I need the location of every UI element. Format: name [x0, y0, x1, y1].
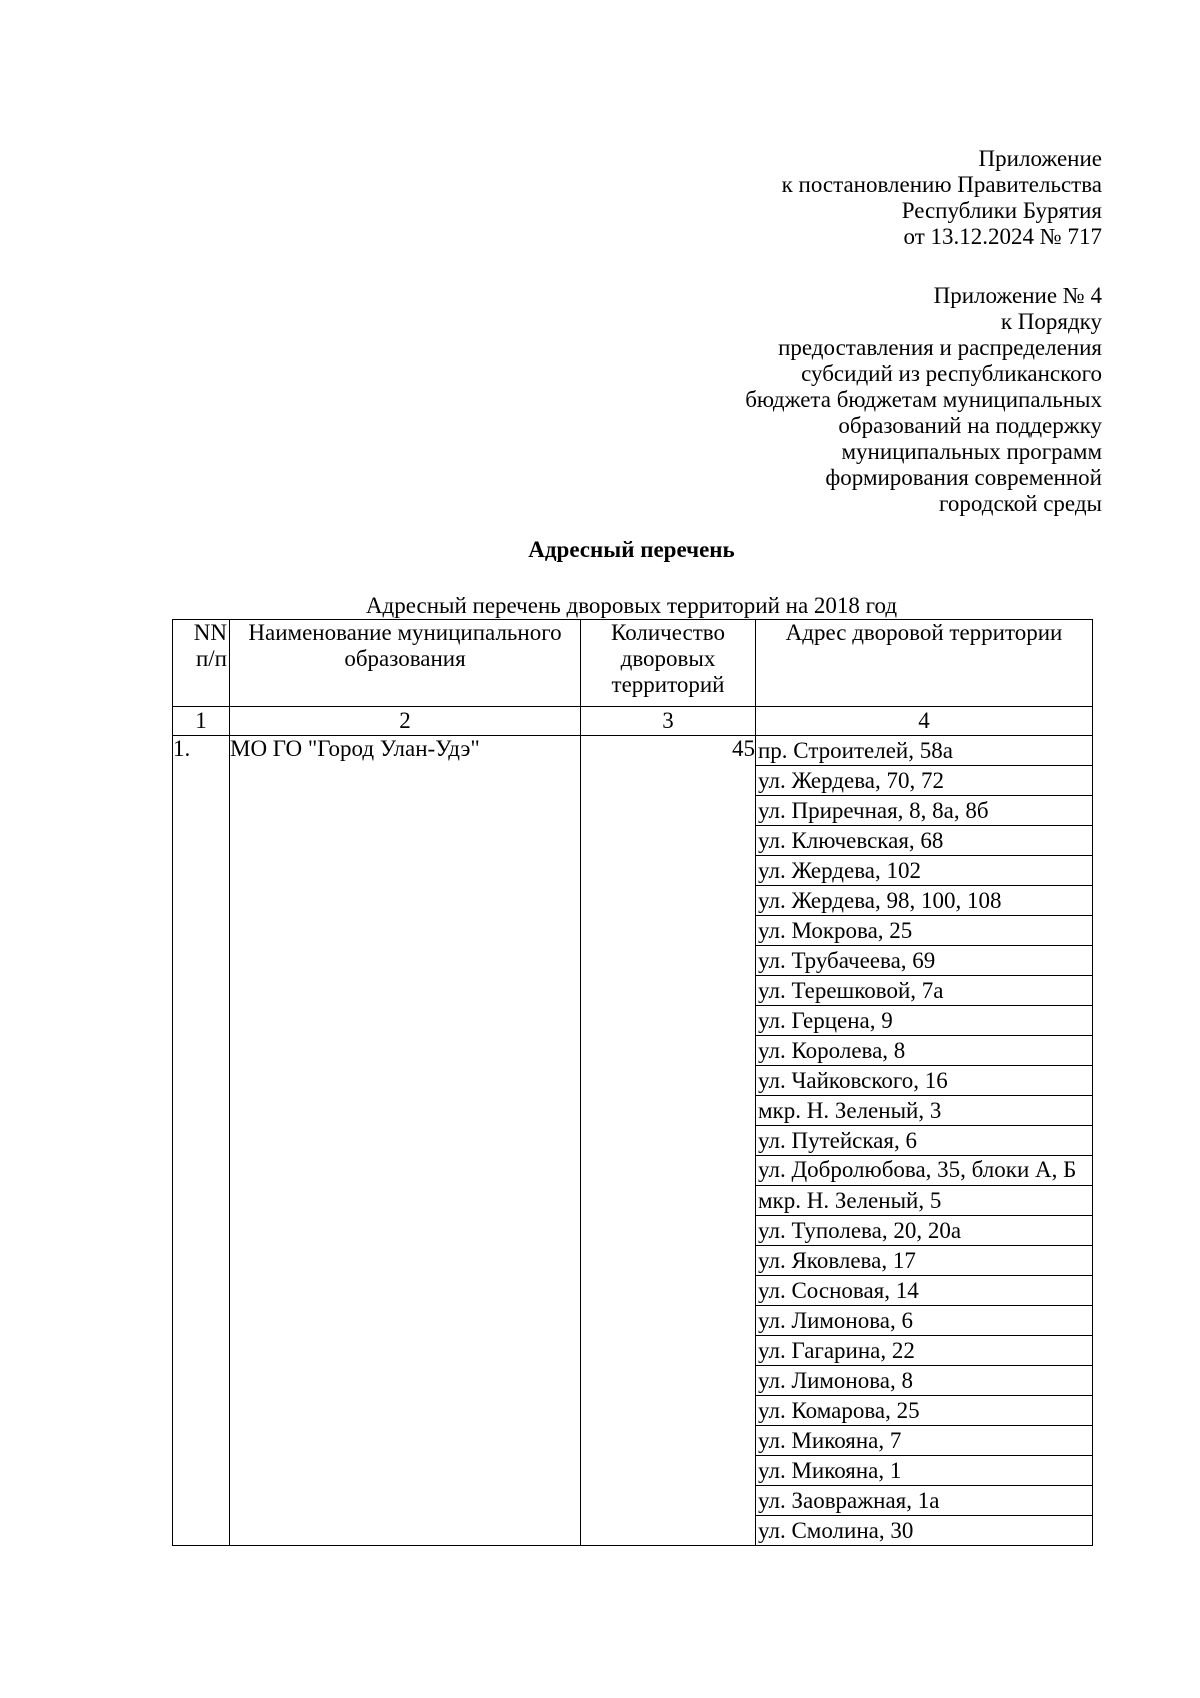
address-item: мкр. Н. Зеленый, 3	[756, 1096, 1092, 1126]
address-item: ул. Микояна, 7	[756, 1426, 1092, 1456]
address-item: ул. Путейская, 6	[756, 1126, 1092, 1156]
address-item: ул. Терешковой, 7а	[756, 976, 1092, 1006]
address-item: ул. Добролюбова, 35, блоки А, Б	[756, 1156, 1092, 1186]
header-municipality: Наименование муниципального образования	[230, 620, 581, 707]
approval-line: от 13.12.2024 № 717	[903, 224, 1102, 249]
address-item: ул. Жердева, 70, 72	[756, 766, 1092, 796]
municipality-name: МО ГО "Город Улан-Удэ"	[230, 736, 581, 1546]
approval-reference	[782, 146, 1102, 250]
address-item: ул. Сосновая, 14	[756, 1276, 1092, 1306]
address-item: ул. Микояна, 1	[756, 1456, 1092, 1486]
appendix-line: формирования современной	[825, 465, 1102, 490]
address-item: ул. Ключевская, 68	[756, 826, 1092, 856]
table-row	[173, 736, 1093, 1546]
approval-line: Республики Бурятия	[901, 198, 1102, 223]
column-number: 3	[581, 707, 756, 736]
header-number: NN п/п	[173, 620, 230, 707]
appendix-line: городской среды	[939, 491, 1102, 516]
appendix-line: бюджета бюджетам муниципальных	[745, 387, 1102, 412]
address-item: ул. Яковлева, 17	[756, 1246, 1092, 1276]
address-item: мкр. Н. Зеленый, 5	[756, 1186, 1092, 1216]
address-item: ул. Лимонова, 6	[756, 1306, 1092, 1336]
address-item: ул. Комарова, 25	[756, 1396, 1092, 1426]
address-item: ул. Жердева, 102	[756, 856, 1092, 886]
table-header-row	[173, 620, 1093, 707]
approval-line: к постановлению Правительства	[781, 172, 1102, 197]
address-item: ул. Чайковского, 16	[756, 1066, 1092, 1096]
address-item: ул. Лимонова, 8	[756, 1366, 1092, 1396]
appendix-line: субсидий из республиканского	[801, 361, 1102, 386]
row-index: 1.	[173, 736, 230, 1546]
address-item: ул. Трубачеева, 69	[756, 946, 1092, 976]
column-number: 4	[756, 707, 1093, 736]
address-item: ул. Королева, 8	[756, 1036, 1092, 1066]
appendix-line: образований на поддержку	[838, 413, 1102, 438]
address-item: ул. Туполева, 20, 20а	[756, 1216, 1092, 1246]
approval-line: Приложение	[978, 146, 1102, 171]
address-item: ул. Заовражная, 1а	[756, 1486, 1092, 1516]
table-caption: Адресный перечень дворовых территорий на 2018 год	[365, 593, 898, 618]
appendix-line: предоставления и распределения	[778, 335, 1102, 360]
appendix-reference	[745, 283, 1102, 517]
address-item: пр. Строителей, 58а	[756, 736, 1092, 766]
document-title: Адресный перечень	[528, 537, 735, 562]
address-item: ул. Гагарина, 22	[756, 1336, 1092, 1366]
appendix-line: к Порядку	[1000, 309, 1102, 334]
address-cell	[756, 736, 1093, 1546]
header-address: Адрес дворовой территории	[756, 620, 1093, 707]
header-count: Количество дворовых территорий	[581, 620, 756, 707]
address-item: ул. Смолина, 30	[758, 1518, 914, 1543]
address-item: ул. Герцена, 9	[756, 1006, 1092, 1036]
address-item: ул. Приречная, 8, 8а, 8б	[756, 796, 1092, 826]
address-item: ул. Мокрова, 25	[756, 916, 1092, 946]
column-number: 1	[173, 707, 230, 736]
territory-count: 45	[581, 736, 756, 1546]
column-number-row	[173, 707, 1093, 736]
appendix-line: муниципальных программ	[841, 439, 1102, 464]
column-number: 2	[230, 707, 581, 736]
address-list	[756, 736, 1092, 1545]
address-item: ул. Жердева, 98, 100, 108	[756, 886, 1092, 916]
address-table	[172, 619, 1093, 1546]
appendix-line: Приложение № 4	[933, 283, 1102, 308]
